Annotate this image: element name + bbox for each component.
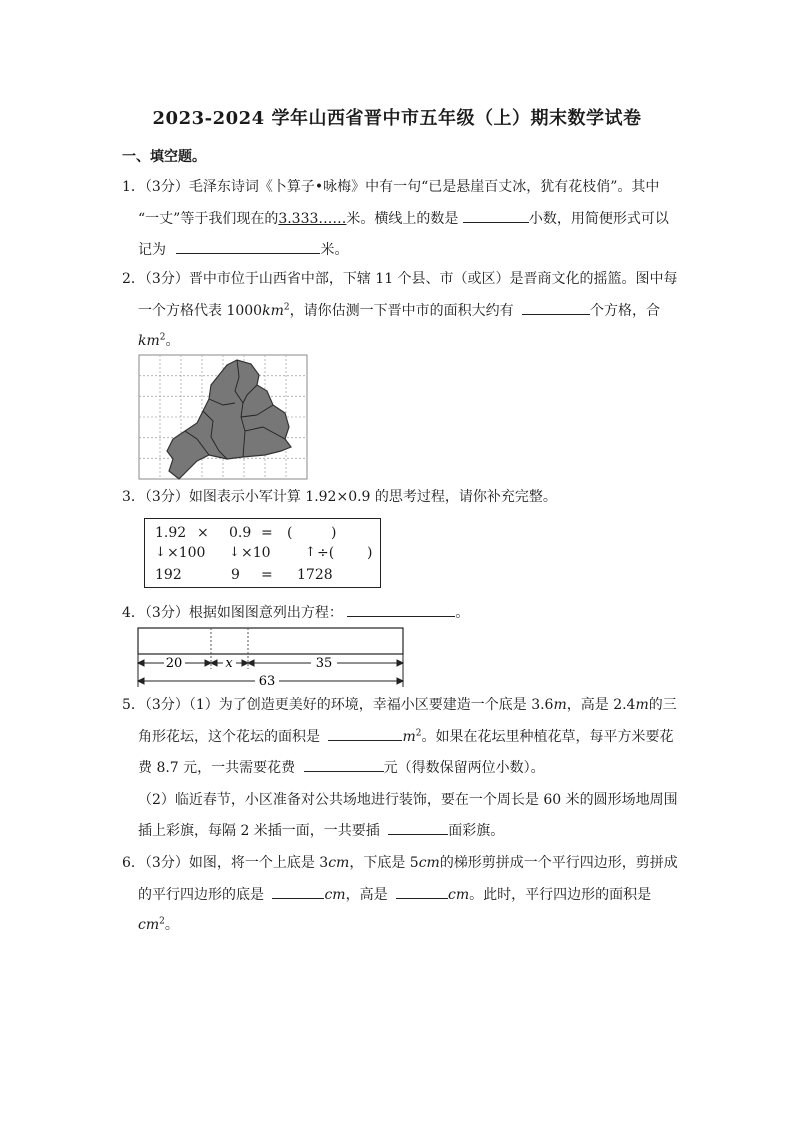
calc-value: 1.92 [155, 525, 187, 541]
calc-value: 192 [155, 567, 182, 583]
superscript: 2 [415, 728, 422, 739]
answer-blank[interactable] [303, 525, 329, 541]
answer-blank[interactable] [388, 820, 448, 835]
superscript: 2 [159, 916, 165, 927]
answer-blank[interactable] [272, 884, 324, 899]
page-title: 2023-2024 学年山西省晋中市五年级（上）期末数学试卷 [152, 108, 642, 129]
question-text: 。此时，平行四边形的面积是 [469, 887, 652, 903]
calc-operator: = [261, 567, 273, 583]
down-arrow-icon: ↓ [229, 545, 240, 560]
question-score: （3分） [144, 489, 189, 505]
question-text: 的平行四边形的底是 [138, 887, 264, 903]
total-label: 63 [258, 674, 276, 689]
question-text: 。如果在花坛里种植花草，每平方米要花 [421, 729, 674, 745]
question-score: （3分） [144, 179, 189, 195]
unit-text: km [262, 303, 284, 319]
segment-diagram [137, 627, 409, 689]
question-score: （3分） [144, 697, 189, 713]
answer-blank[interactable] [463, 208, 529, 223]
question-text: 晋中市位于山西省中部，下辖 11 个县、市（或区）是晋商文化的摇篮。图中每 [188, 271, 678, 287]
segment-label: 35 [315, 656, 333, 671]
question-text: 如图表示小军计算 1.92×0.9 的思考过程，请你补充完整。 [188, 489, 557, 505]
question-text: 个方格，合 [590, 303, 661, 319]
question-text: 米。 [320, 242, 349, 258]
question-number: 3． [122, 489, 145, 505]
question-score: （3分） [144, 855, 189, 871]
calc-value: 0.9 [229, 525, 252, 541]
unit-text: cm [328, 855, 350, 871]
segment-label: x [225, 656, 233, 671]
unit-text: cm [418, 855, 440, 871]
superscript: 2 [283, 302, 290, 313]
map-grid-figure [139, 355, 307, 479]
question-text: 的梯形剪拼成一个平行四边形，剪拼成 [439, 855, 678, 871]
calculation-box [144, 518, 381, 588]
up-arrow-icon: ↑ [305, 545, 316, 560]
question-number: 5． [122, 697, 145, 713]
answer-blank[interactable] [522, 300, 590, 315]
unit-text: m [635, 697, 649, 713]
superscript: 2 [159, 332, 166, 343]
calc-operator: = [261, 525, 273, 541]
question-score: （3分） [144, 271, 189, 287]
question-score: （3分） [144, 605, 189, 621]
calc-paren: ( [287, 525, 293, 541]
section-heading: 一、填空题。 [122, 149, 206, 165]
question-text: “一丈”等于我们现在的 [138, 211, 279, 227]
answer-blank[interactable] [396, 884, 448, 899]
down-arrow-icon: ↓ [155, 545, 166, 560]
question-text: 插上彩旗，每隔 2 米插一面，一共要插 [138, 823, 380, 839]
question-number: 1． [122, 179, 145, 195]
unit-text: cm [448, 887, 470, 903]
question-text: 毛泽东诗词《卜算子•咏梅》中有一句“已是悬崖百丈冰，犹有花枝俏”。其中 [188, 179, 660, 195]
question-text: ，下底是 5 [349, 855, 419, 871]
calc-paren: ) [331, 525, 337, 541]
calc-value: 9 [231, 567, 240, 583]
answer-blank[interactable] [339, 545, 361, 561]
unit-text: cm [138, 917, 160, 933]
answer-blank[interactable] [347, 602, 455, 617]
calc-operation: ÷( [317, 545, 335, 561]
calc-operation: ×100 [167, 545, 206, 561]
question-number: 4． [122, 605, 145, 621]
answer-blank[interactable] [176, 239, 320, 254]
question-number: 2． [122, 271, 145, 287]
question-number: 6． [122, 855, 145, 871]
question-text: 元（得数保留两位小数）。 [383, 760, 545, 776]
calc-paren: ) [367, 545, 373, 561]
question-text: 。 [164, 917, 179, 933]
question-text: 记为 [138, 242, 166, 258]
answer-blank[interactable] [304, 757, 384, 772]
question-text: 米。横线上的数是 [346, 211, 459, 227]
question-text: 面彩旗。 [448, 823, 505, 839]
question-text: 。 [455, 605, 470, 621]
question-text: ，高是 [345, 887, 388, 903]
segment-label: 20 [165, 656, 183, 671]
question-text: 费 8.7 元，一共需要花费 [138, 760, 296, 776]
underlined-value: 3.333…… [278, 211, 347, 227]
unit-text: m [553, 697, 567, 713]
question-text: （2）临近春节，小区准备对公共场地进行装饰，要在一个周长是 60 米的圆形场地周围 [138, 792, 678, 808]
calc-value: 1728 [297, 567, 333, 583]
question-text: 一个方格代表 1000 [138, 303, 263, 319]
calc-operator: × [197, 525, 209, 541]
question-text: ，请你估测一下晋中市的面积大约有 [289, 303, 514, 319]
question-text: 角形花坛，这个花坛的面积是 [138, 729, 320, 745]
question-text: ，高是 2.4 [566, 697, 636, 713]
question-text: 根据如图图意列出方程： [188, 605, 343, 621]
calc-operation: ×10 [241, 545, 271, 561]
question-text: 如图，将一个上底是 3 [188, 855, 329, 871]
question-text: 的三 [648, 697, 677, 713]
question-text: 小数，用简便形式可以 [528, 211, 669, 227]
question-text: 。 [165, 333, 180, 349]
answer-blank[interactable] [328, 726, 402, 741]
question-text: （1）为了创造更美好的环境，幸福小区要建造一个底是 3.6 [188, 697, 554, 713]
unit-text: km [138, 333, 160, 349]
unit-text: m [402, 729, 416, 745]
unit-text: cm [324, 887, 346, 903]
